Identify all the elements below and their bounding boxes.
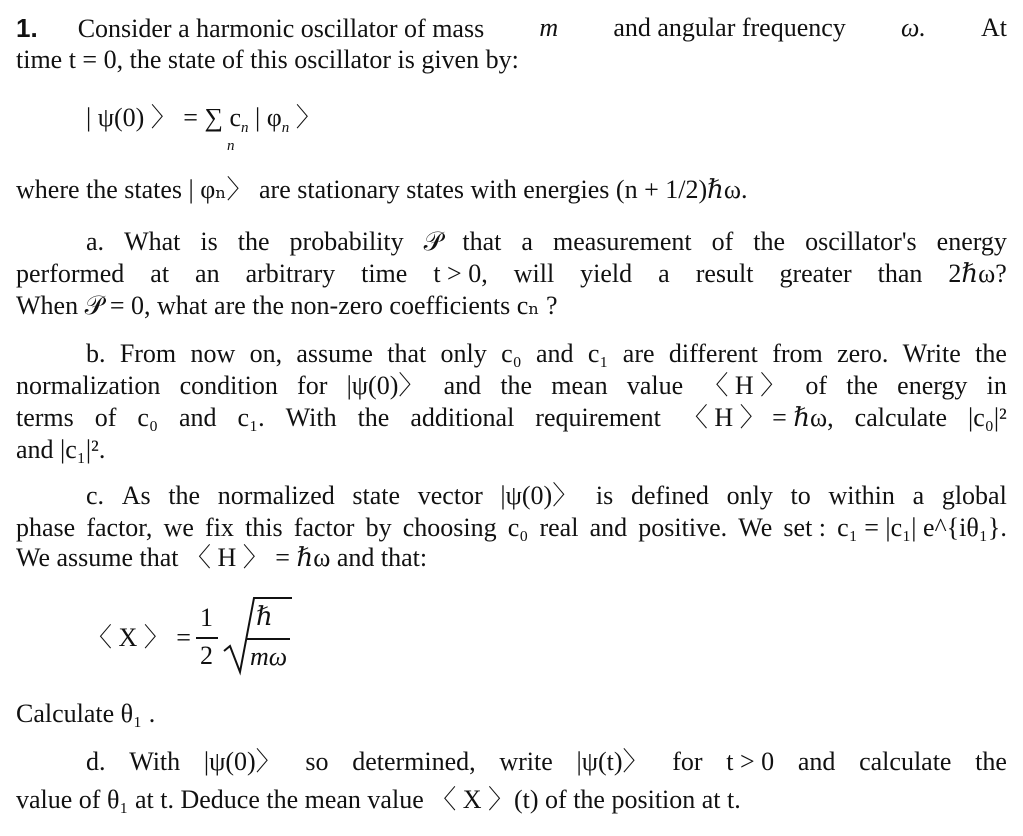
word: d. xyxy=(86,747,106,776)
part-c-line-3: We assume that 〈 H 〉 = ℏω and that: xyxy=(16,543,428,572)
word: write xyxy=(499,747,553,776)
word: zero. xyxy=(837,339,889,368)
word: the xyxy=(357,403,390,432)
word: t > 0 xyxy=(726,747,775,776)
part-a-line-2 xyxy=(16,258,1007,290)
word: this xyxy=(245,513,283,542)
omega-symbol: ω. xyxy=(900,13,926,42)
word: arbitrary xyxy=(245,259,336,288)
word: c₁ xyxy=(587,339,609,368)
equation-x-lhs: 〈 X 〉 = xyxy=(86,623,191,652)
word: of xyxy=(711,227,734,256)
word: than xyxy=(877,259,923,288)
part-b-line-4: and |c₁|². xyxy=(16,435,106,464)
word: condition xyxy=(179,371,278,400)
intro-line-2: time t = 0, the state of this oscillator is given by: xyxy=(16,45,519,74)
word: defined xyxy=(630,481,709,510)
word: so xyxy=(305,747,329,776)
word: mean xyxy=(551,371,608,400)
sqrt-denominator: mω xyxy=(250,642,288,671)
part-c-line-1 xyxy=(86,480,1007,512)
intro-text-a: Consider a harmonic oscillator of mass xyxy=(77,14,485,43)
sqrt-fraction-bar xyxy=(246,638,290,640)
word: within xyxy=(828,481,895,510)
equation-state-lhs: | ψ(0) 〉 = ∑ c xyxy=(86,103,242,132)
equation-sub-phin: n xyxy=(281,120,290,136)
word: that xyxy=(462,227,502,256)
word: a xyxy=(521,227,533,256)
word: determined, xyxy=(352,747,476,776)
part-b-line-3 xyxy=(16,402,1007,434)
fraction-bar xyxy=(196,637,218,639)
word: different xyxy=(668,339,758,368)
equation-sub-cn: n xyxy=(241,120,249,136)
word: From xyxy=(119,339,177,368)
word: terms xyxy=(16,403,74,432)
word: c₀ xyxy=(137,403,159,432)
part-b-line-1 xyxy=(86,338,1007,370)
word: positive. xyxy=(638,513,728,542)
intro-text-c: At xyxy=(981,13,1007,42)
word: t > 0, xyxy=(433,259,488,288)
part-a-line-1 xyxy=(86,226,1007,258)
word: and xyxy=(536,339,574,368)
word: energy xyxy=(897,371,968,400)
word: c₀ xyxy=(507,513,529,542)
word: we xyxy=(163,513,194,542)
word: normalization xyxy=(16,371,161,400)
word: and xyxy=(589,513,628,542)
word: from xyxy=(772,339,823,368)
word: energy xyxy=(936,227,1007,256)
word: set : xyxy=(783,513,827,542)
word: the xyxy=(237,227,270,256)
mass-symbol: m xyxy=(539,13,559,42)
part-d-line-2: value of θ₁ at t. Deduce the mean value 〈 X 〉(t) of the position at t. xyxy=(16,785,741,814)
word: real xyxy=(539,513,579,542)
word: the xyxy=(753,227,786,256)
word: fix xyxy=(205,513,234,542)
word: phase xyxy=(16,513,76,542)
word: 𝒫 xyxy=(423,227,443,256)
word: b. xyxy=(86,339,106,368)
word: to xyxy=(790,481,811,510)
word: only xyxy=(726,481,773,510)
part-b-line-2 xyxy=(16,370,1007,402)
word: are xyxy=(622,339,655,368)
word: |ψ(0)〉 xyxy=(500,481,579,510)
word: c₁ = |c₁| e^{iθ₁}. xyxy=(837,513,1007,542)
word: the xyxy=(168,481,201,510)
word: Write xyxy=(902,339,961,368)
word: the xyxy=(975,747,1007,776)
word: will xyxy=(513,259,555,288)
word: is xyxy=(595,481,614,510)
word: |c₀|² xyxy=(968,403,1007,432)
word: choosing xyxy=(402,513,497,542)
word: result xyxy=(695,259,754,288)
word: requirement xyxy=(535,403,661,432)
intro-text-b: and angular frequency xyxy=(613,13,846,42)
word: With xyxy=(129,747,181,776)
equation-x-numerator: 1 xyxy=(200,603,213,632)
word: that xyxy=(387,339,427,368)
word: by xyxy=(365,513,392,542)
word: the xyxy=(846,371,878,400)
word: factor, xyxy=(86,513,153,542)
word: As xyxy=(121,481,151,510)
word: |ψ(t)〉 xyxy=(576,747,649,776)
word: normalized xyxy=(217,481,335,510)
part-d-line-1 xyxy=(86,746,1007,778)
word: only xyxy=(440,339,487,368)
sum-index: n xyxy=(227,138,235,154)
word: at xyxy=(150,259,170,288)
word: probability xyxy=(289,227,404,256)
word: With xyxy=(285,403,337,432)
word: oscillator's xyxy=(805,227,917,256)
stationary-states-line: where the states | φₙ〉 are stationary states with energies (n + 1/2)ℏω. xyxy=(16,175,748,204)
problem-number: 1. xyxy=(16,13,38,43)
word: greater xyxy=(779,259,852,288)
equation-state xyxy=(86,102,322,138)
word: value xyxy=(626,371,684,400)
word: for xyxy=(672,747,703,776)
word: a xyxy=(658,259,670,288)
equation-state-end: 〉 xyxy=(295,103,322,132)
word: is xyxy=(200,227,218,256)
word: additional xyxy=(410,403,515,432)
word: time xyxy=(361,259,408,288)
word: c₀ xyxy=(501,339,522,368)
word: |ψ(0)〉 xyxy=(203,747,282,776)
word: for xyxy=(297,371,328,400)
word: vector xyxy=(417,481,483,510)
word: the xyxy=(500,371,533,400)
part-c-line-2 xyxy=(16,512,1007,544)
intro-line-1 xyxy=(16,12,1007,45)
word: an xyxy=(195,259,220,288)
word: now xyxy=(190,339,236,368)
word: What xyxy=(124,227,181,256)
word: of xyxy=(94,403,117,432)
word: 〈 H 〉 xyxy=(702,371,787,400)
word: yield xyxy=(580,259,633,288)
word: performed xyxy=(16,259,125,288)
part-a-line-3: When 𝒫 = 0, what are the non-zero coefficients cₙ ? xyxy=(16,291,558,320)
word: calculate xyxy=(859,747,952,776)
part-c-calc-line: Calculate θ₁ . xyxy=(16,699,156,728)
word: and xyxy=(179,403,217,432)
word: 〈 H 〉 = ℏω, xyxy=(681,403,834,432)
word: calculate xyxy=(854,403,948,432)
equation-x-denominator: 2 xyxy=(200,641,213,670)
word: on, xyxy=(249,339,283,368)
equation-state-rhs: | φ xyxy=(255,103,282,132)
word: and xyxy=(797,747,836,776)
sqrt-numerator: ℏ xyxy=(256,602,273,631)
word: the xyxy=(975,339,1007,368)
word: of xyxy=(805,371,827,400)
word: state xyxy=(352,481,401,510)
word: a. xyxy=(86,227,105,256)
word: We xyxy=(738,513,773,542)
word: |ψ(0)〉 xyxy=(346,371,425,400)
word: measurement xyxy=(552,227,692,256)
word: c₁. xyxy=(237,403,265,432)
word: 2ℏω? xyxy=(948,259,1007,288)
word: and xyxy=(443,371,482,400)
word: global xyxy=(941,481,1007,510)
word: in xyxy=(986,371,1007,400)
word: c. xyxy=(86,481,105,510)
word: a xyxy=(912,481,925,510)
word: factor xyxy=(293,513,355,542)
word: assume xyxy=(296,339,373,368)
